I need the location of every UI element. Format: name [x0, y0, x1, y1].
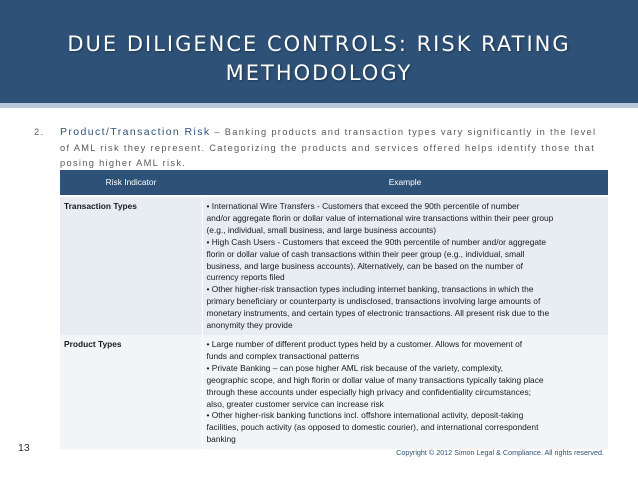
example-line: business, and large business accounts). Alternatively, can be based on the number of [206, 260, 523, 271]
copyright-notice: Copyright © 2012 Simon Legal & Compliance. All rights reserved. [396, 448, 604, 457]
example-line: banking [206, 434, 236, 445]
list-item-product-transaction-risk [34, 125, 604, 172]
item-text: – Banking products and transaction types vary significantly in the level of AML risk they represent. Categorizing the products and services offered helps identify those that posing higher AML risk. [60, 127, 597, 168]
example-line: monetary instruments, and certain types of electronic transactions. All present risk due to the [206, 308, 550, 319]
example-line: • Large number of different product types held by a customer. Allows for movement of [206, 338, 523, 349]
example-line: funds and complex transactional patterns [206, 350, 360, 361]
slide-title [20, 30, 618, 88]
example-line: geographic scope, and high florin or dollar value of many transactions typically taking place [206, 374, 544, 385]
example-line: and/or aggregate florin or dollar value of international wire transactions within their peer group [206, 212, 554, 223]
slide-title-line-1: DUE DILIGENCE CONTROLS: RISK RATING [67, 32, 571, 56]
table-row [60, 335, 608, 449]
example-line: also, greater customer service can increase risk [206, 398, 384, 409]
slide-title-line-2: METHODOLOGY [225, 61, 413, 85]
column-header-risk-indicator: Risk Indicator [60, 170, 202, 196]
example-line: primary beneficiary or counterparty is undisclosed, transactions involving large amounts of [206, 296, 541, 307]
example-line: • Other higher-risk banking functions incl. offshore international activity, deposit-taking [206, 410, 524, 421]
row-indicator: Transaction Types [60, 196, 202, 335]
example-line: anonymity they provide [206, 320, 293, 331]
example-line: • International Wire Transfers - Customers that exceed the 90th percentile of number [206, 201, 520, 211]
example-line: florin or dollar value of cash transactions within their peer group (e.g., individual, small [206, 248, 525, 259]
example-line: facilities, pouch activity (as opposed to domestic courier), and international correspondent [206, 422, 539, 433]
example-line: • Other higher-risk transaction types including internet banking, transactions in which the [206, 284, 534, 295]
item-heading: Product/Transaction Risk [60, 126, 211, 138]
row-example [202, 335, 608, 449]
example-line: • High Cash Users - Customers that exceed the 90th percentile of number and/or aggregate [206, 236, 547, 247]
table-row [60, 196, 608, 335]
title-bar [0, 0, 638, 108]
risk-table [60, 170, 608, 449]
example-line: currency reports filed [206, 272, 285, 283]
row-indicator: Product Types [60, 335, 202, 449]
example-line: • Private Banking – can pose higher AML risk because of the variety, complexity, [206, 362, 504, 373]
column-header-example: Example [202, 170, 608, 196]
row-example [202, 196, 608, 335]
item-number: 2. [34, 127, 45, 137]
table-header-row [60, 170, 608, 196]
example-line: (e.g., individual, small business, and large business accounts) [206, 224, 437, 235]
page-number: 13 [18, 442, 30, 454]
item-body [60, 125, 604, 172]
example-line: through these accounts under especially high privacy and confidentiality circumstances; [206, 386, 531, 397]
